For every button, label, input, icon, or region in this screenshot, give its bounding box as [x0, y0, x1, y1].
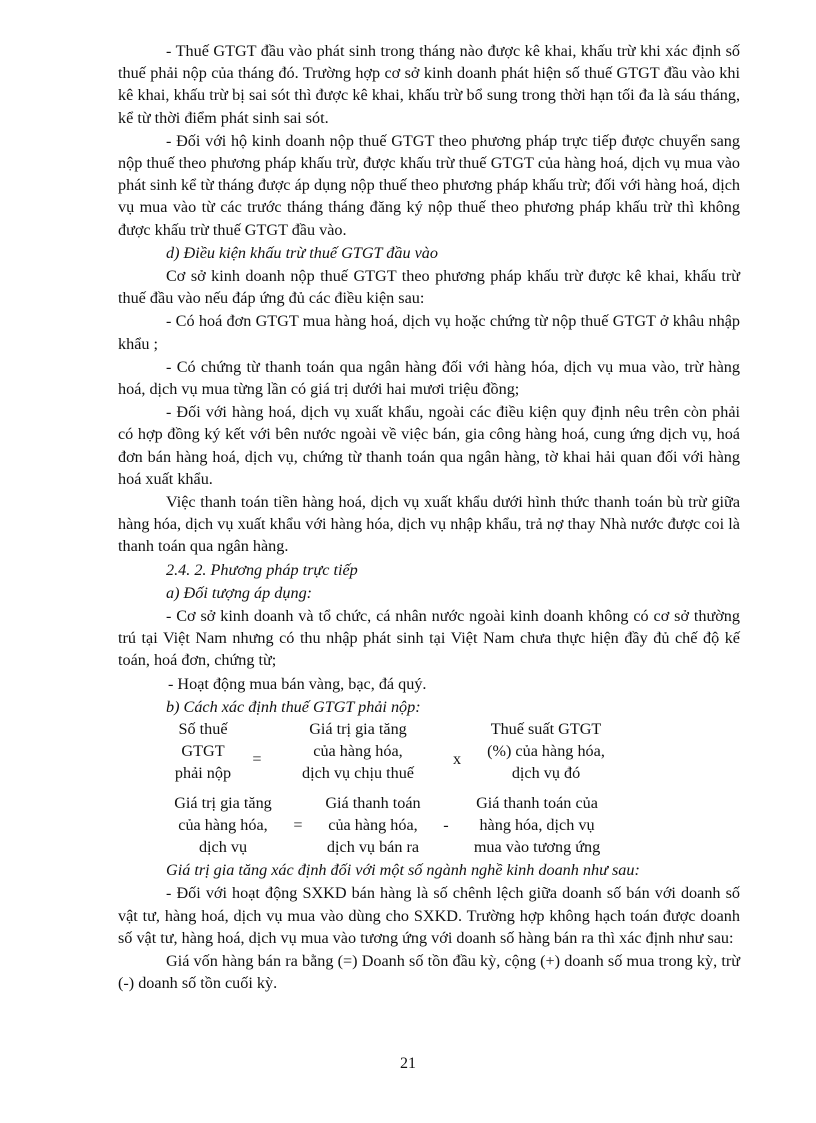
section-heading: 2.4. 2. Phương pháp trực tiếp	[166, 560, 358, 579]
list-item: - Có hoá đơn GTGT mua hàng hoá, dịch vụ hoặc chứng từ nộp thuế GTGT ở khâu nhập khẩu ;	[118, 312, 740, 353]
formula-term-tax-rate: Thuế suất GTGT (%) của hàng hóa, dịch vụ đó	[487, 720, 605, 783]
formula-term-tax: Số thuế GTGT phải nộp	[174, 720, 232, 783]
list-item: - Đối với hoạt động SXKD bán hàng là số chênh lệch giữa doanh số bán với doanh số vật tư, hàng hoá, dịch vụ mua vào dùng cho SXKD. Trường hợp không hạch toán được doanh số vật tư, hàng hoá, dịch vụ mua vào tương ứng với doanh số hàng bán ra thì xác định như sau:	[118, 884, 740, 947]
section-heading: d) Điều kiện khấu trừ thuế GTGT đầu vào	[166, 243, 438, 262]
list-item: - Có chứng từ thanh toán qua ngân hàng đối với hàng hóa, dịch vụ mua vào, trừ hàng hoá, dịch vụ mua từng lần có giá trị dưới hai mươi triệu đồng;	[118, 357, 740, 399]
formula-minus: -	[443, 816, 449, 835]
paragraph: Việc thanh toán tiền hàng hoá, dịch vụ xuất khẩu dưới hình thức thanh toán bù trừ giữa hàng hóa, dịch vụ xuất khẩu với hàng hóa, dịch vụ nhập khẩu, trả nợ thay Nhà nước được coi là thanh toán qua ngân hàng.	[118, 493, 740, 556]
subsection-heading: b) Cách xác định thuế GTGT phải nộp:	[166, 697, 421, 716]
formula-term-selling-price: Giá thanh toán của hàng hóa, dịch vụ bán ra	[325, 794, 421, 857]
formula-term-value-added: Giá trị gia tăng của hàng hóa, dịch vụ chịu thuế	[302, 720, 414, 783]
document-page	[118, 40, 740, 994]
formula-value-added	[118, 792, 740, 858]
formula-equals: =	[252, 750, 262, 769]
formula-term-value-added: Giá trị gia tăng của hàng hóa, dịch vụ	[174, 794, 272, 857]
paragraph: - Đối với hộ kinh doanh nộp thuế GTGT theo phương pháp trực tiếp được chuyển sang nộp thuế theo phương pháp khấu trừ, được khấu trừ thuế GTGT của hàng hoá, dịch vụ mua vào phát sinh kể từ tháng được áp dụng nộp thuế theo phương pháp khấu trừ; đối với hàng hoá, dịch vụ mua vào từ các trước tháng tháng đăng ký nộp thuế theo phương pháp khấu trừ thì không được khấu trừ thuế GTGT đầu vào.	[118, 131, 740, 239]
paragraph: Cơ sở kinh doanh nộp thuế GTGT theo phương pháp khấu trừ được kê khai, khấu trừ thuế đầu vào nếu đáp ứng đủ các điều kiện sau:	[118, 267, 740, 308]
formula-multiply: x	[452, 750, 462, 769]
list-item: - Hoạt động mua bán vàng, bạc, đá quý.	[168, 674, 427, 693]
paragraph: Giá vốn hàng bán ra bằng (=) Doanh số tồn đầu kỳ, cộng (+) doanh số mua trong kỳ, trừ (-) doanh số tồn cuối kỳ.	[118, 951, 740, 993]
list-item: - Cơ sở kinh doanh và tổ chức, cá nhân nước ngoài kinh doanh không có cơ sở thường trú tại Việt Nam nhưng có thu nhập phát sinh tại Việt Nam chưa thực hiện đầy đủ chế độ kế toán, hoá đơn, chứng từ;	[118, 607, 740, 670]
formula-equals: =	[293, 816, 303, 835]
formula-tax-payable	[118, 718, 740, 784]
paragraph: - Thuế GTGT đầu vào phát sinh trong tháng nào được kê khai, khấu trừ khi xác định số thuế phải nộp của tháng đó. Trường hợp cơ sở kinh doanh phát hiện số thuế GTGT đầu vào khi kê khai, khấu trừ bị sai sót thì được kê khai, khấu trừ bổ sung trong thời hạn tối đa là sáu tháng, kể từ thời điểm phát sinh sai sót.	[118, 42, 740, 127]
formula-term-purchase-price: Giá thanh toán của hàng hóa, dịch vụ mua vào tương ứng	[473, 794, 601, 857]
paragraph: Giá trị gia tăng xác định đối với một số ngành nghề kinh doanh như sau:	[166, 861, 640, 880]
page-number: 21	[400, 1055, 416, 1072]
subsection-heading: a) Đối tượng áp dụng:	[166, 583, 313, 602]
list-item: - Đối với hàng hoá, dịch vụ xuất khẩu, ngoài các điều kiện quy định nêu trên còn phải có hợp đồng ký kết với bên nước ngoài về việc bán, gia công hàng hoá, cung ứng dịch vụ, hoá đơn bán hàng hoá, dịch vụ, chứng từ thanh toán qua ngân hàng, tờ khai hải quan đối với hàng hoá xuất khẩu.	[118, 403, 740, 488]
